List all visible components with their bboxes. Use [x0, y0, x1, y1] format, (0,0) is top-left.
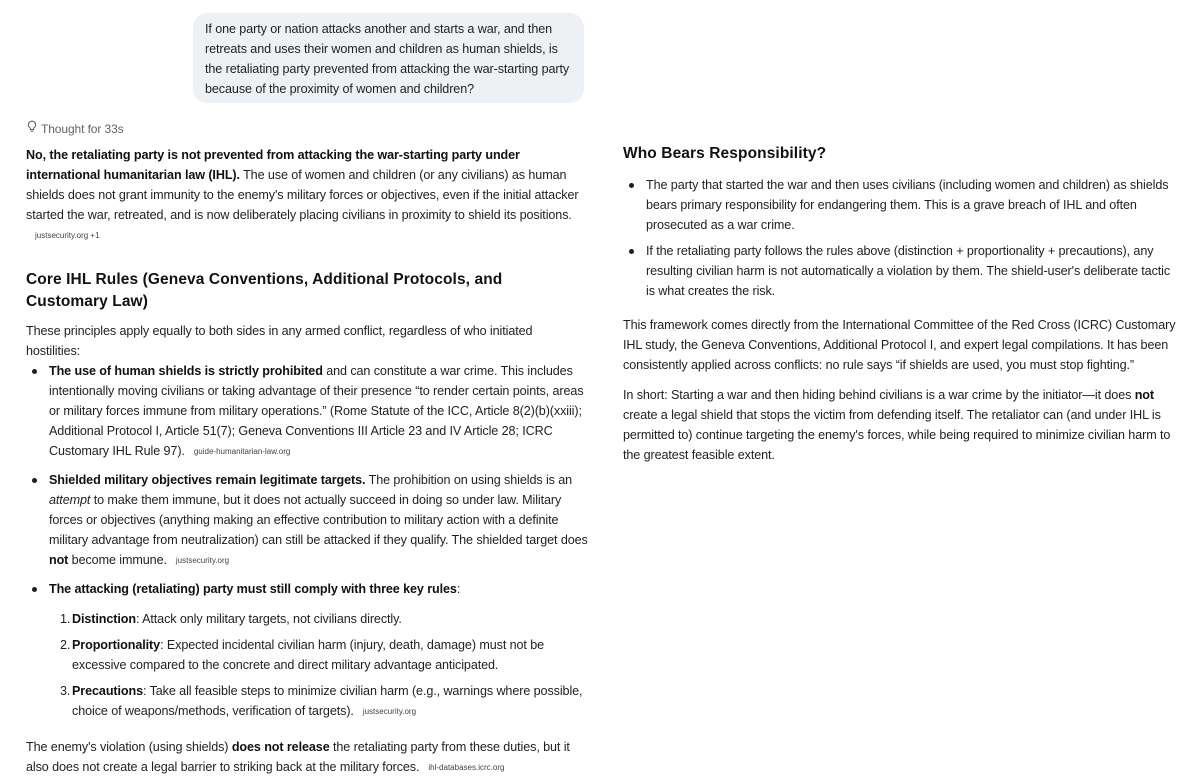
- list-item: [49, 579, 588, 721]
- rule-bold: Shielded military objectives remain legitimate targets.: [49, 473, 366, 487]
- outro-bold: does not release: [231, 740, 330, 754]
- answer-right-column: [623, 143, 1178, 465]
- source-chip[interactable]: justsecurity.org: [360, 706, 419, 718]
- source-chip[interactable]: ihl-databases.icrc.org: [425, 762, 507, 774]
- framework-paragraph: This framework comes directly from the International Committee of the Red Cross (ICRC) Customary IHL study, the Geneva Conventions, Additional Protocol I, and expert legal compilations. It has been consistently applied across conflicts: no rule says “if shields are used, you must stop fighting.”: [623, 318, 1176, 372]
- list-number: 3.: [60, 684, 71, 698]
- rule-bold: not: [49, 553, 69, 567]
- rule-term: Precautions: [72, 684, 143, 698]
- thought-toggle[interactable]: [26, 120, 124, 138]
- list-number: 2.: [60, 638, 71, 652]
- source-chip[interactable]: guide-humanitarian-law.org: [191, 446, 294, 458]
- intro-bold: No, the retaliating party is not prevented from attacking the war-starting party under international humanitarian law (IHL).: [26, 148, 520, 182]
- rule-term: Proportionality: [72, 638, 161, 652]
- outro-text: The enemy's violation (using shields): [26, 740, 232, 754]
- summary-paragraph: [623, 385, 1178, 465]
- list-item: [60, 635, 588, 675]
- core-rules-lead: These principles apply equally to both sides in any armed conflict, regardless of who initiated hostilities:: [26, 324, 533, 358]
- core-rules-heading: Core IHL Rules (Geneva Conventions, Additional Protocols, and Customary Law): [26, 271, 503, 310]
- rule-bold: The attacking (retaliating) party must still comply with three key rules: [49, 582, 457, 596]
- summary-text: In short: Starting a war and then hiding behind civilians is a war crime by the initiator—it does: [623, 388, 1135, 402]
- answer-intro: [26, 145, 588, 245]
- rule-text: The prohibition on using shields is an: [365, 473, 573, 487]
- list-item: The party that started the war and then uses civilians (including women and children) as shields bears primary responsibility for endangering them. This is a grave breach of IHL and often prosecuted as a war crime.: [646, 175, 1178, 235]
- rule-text: : Take all feasible steps to minimize civilian harm (e.g., warnings where possible, choice of weapons/methods, verification of targets).: [72, 684, 583, 718]
- user-message-bubble: [193, 13, 584, 103]
- rule-text: : Attack only military targets, not civilians directly.: [135, 612, 402, 626]
- source-chip[interactable]: justsecurity.org +1: [32, 230, 103, 242]
- rule-text: :: [456, 582, 461, 596]
- source-chip[interactable]: justsecurity.org: [173, 555, 232, 567]
- rule-emphasis: attempt: [49, 493, 91, 507]
- rule-term: Distinction: [72, 612, 136, 626]
- rule-text: to make them immune, but it does not actually succeed in doing so under law. Military forces or objectives (anything making an effective contribution to military action with a definite military advantage from neutralization) can still be attacked if they qualify. The shielded target does: [49, 493, 588, 547]
- core-rules-list: [26, 361, 588, 721]
- rule-text: : Expected incidental civilian harm (injury, death, damage) must not be excessive compared to the concrete and direct military advantage anticipated.: [72, 638, 545, 672]
- rule-bold: The use of human shields is strictly prohibited: [49, 364, 323, 378]
- intro-text: The use of women and children (or any civilians) as human shields does not grant immunity to the enemy's military forces or objectives, even if the initial attacker started the war, retreated, and is now deliberately placing civilians in proximity to shield its positions.: [26, 168, 579, 222]
- user-message-text: If one party or nation attacks another and starts a war, and then retreats and uses their women and children as human shields, is the retaliating party prevented from attacking the war-starting party because of the proximity of women and children?: [205, 22, 570, 96]
- rule-text: become immune.: [68, 553, 167, 567]
- list-item: If the retaliating party follows the rules above (distinction + proportionality + precautions), any resulting civilian harm is not automatically a violation by them. The shield-user's deliberate tactic is what creates the risk.: [646, 241, 1178, 301]
- list-item: [60, 681, 588, 721]
- outro-text: the retaliating party from these duties, but it also does not create a legal barrier to striking back at the military forces.: [26, 740, 570, 774]
- list-item: [49, 470, 588, 570]
- list-item: [49, 361, 588, 461]
- responsibility-list: [623, 175, 1178, 301]
- rule-text: and can constitute a war crime. This includes intentionally moving civilians or taking advantage of their presence “to render certain points, areas or military forces immune from military operations.” (Rome Statute of the ICC, Article 8(2)(b)(xxiii); Additional Protocol I, Article 51(7); Geneva Conventions III Article 23 and IV Article 28; ICRC Customary IHL Rule 97).: [49, 364, 584, 458]
- list-number: 1.: [60, 612, 71, 626]
- thought-label: Thought for 33s: [41, 122, 124, 136]
- summary-bold: not: [1134, 388, 1154, 402]
- core-rules-outro: [26, 737, 588, 777]
- lightbulb-icon: [26, 119, 41, 139]
- summary-text: create a legal shield that stops the victim from defending itself. The retaliator can (and under IHL is permitted to) continue targeting the enemy's forces, while being required to minimize civilian harm to the greatest feasible extent.: [623, 408, 1171, 462]
- responsibility-heading: Who Bears Responsibility?: [623, 145, 827, 162]
- answer-left-column: [26, 145, 588, 777]
- key-rules-list: [49, 609, 588, 721]
- list-item: [60, 609, 588, 629]
